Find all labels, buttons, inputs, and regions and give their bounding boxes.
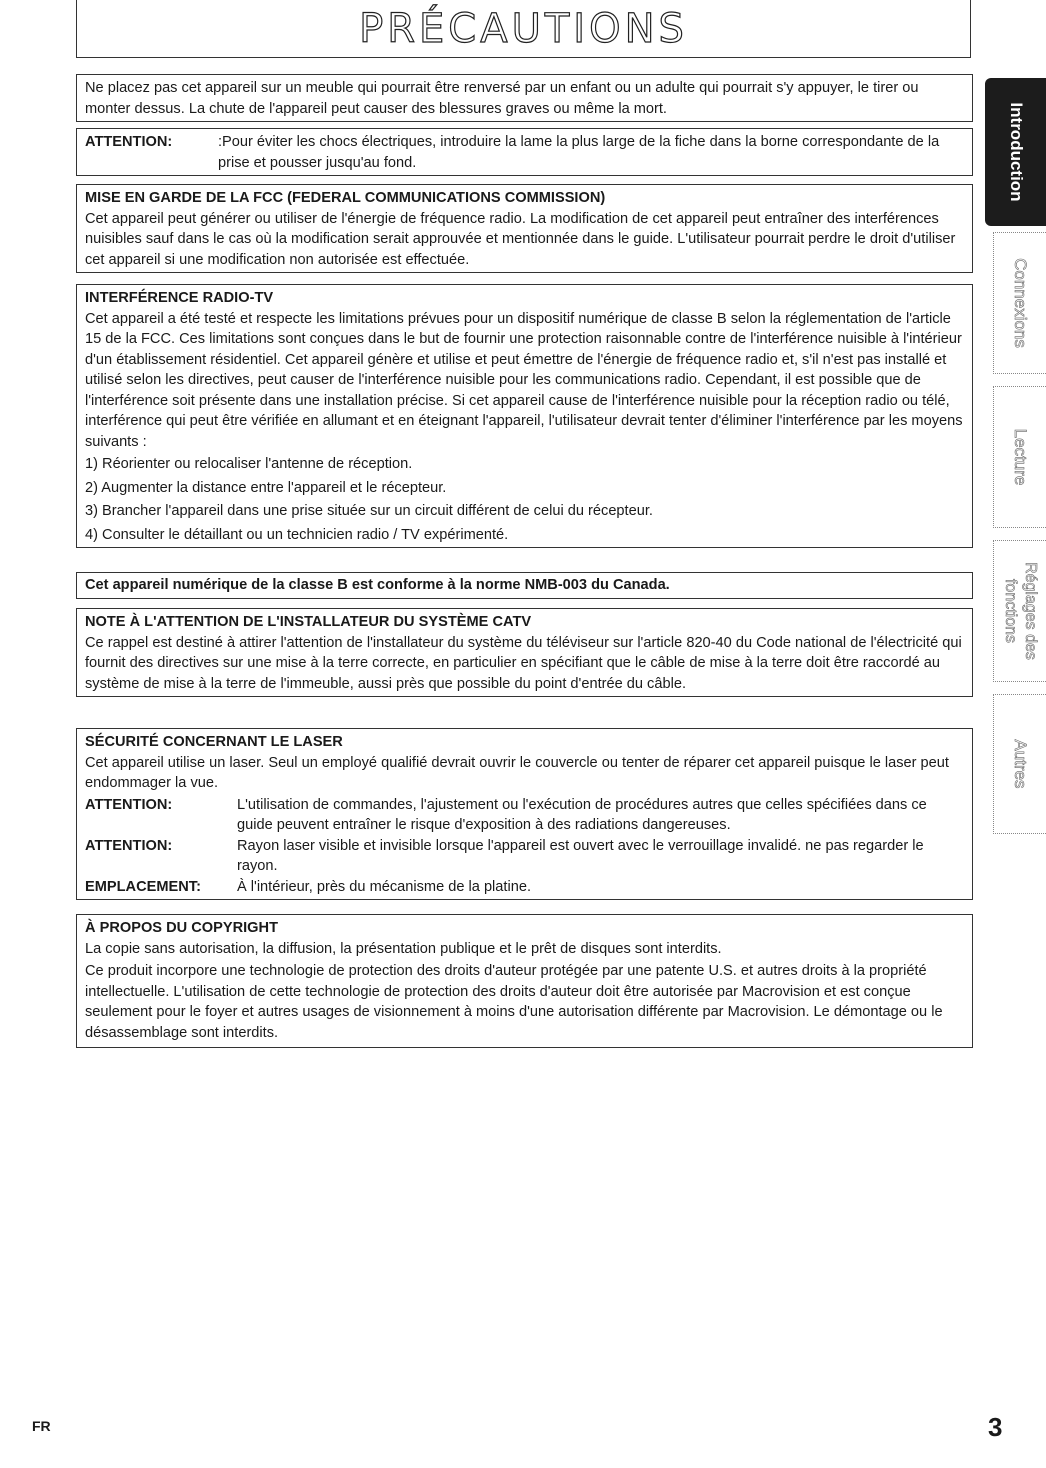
attention-label: ATTENTION: — [85, 134, 173, 150]
catv-box — [76, 608, 973, 697]
laser-row-label: ATTENTION: — [85, 796, 173, 813]
canada-box — [76, 572, 973, 599]
list-item: 1) Réorienter ou relocaliser l'antenne de réception. — [85, 456, 413, 472]
tab-introduction[interactable] — [985, 78, 1046, 226]
canada-text: Cet appareil numérique de la classe B est conforme à la norme NMB-003 du Canada. — [85, 577, 670, 593]
radio-tv-list — [85, 454, 964, 545]
tab-autres-label: Autres — [1011, 739, 1030, 789]
laser-row — [85, 836, 964, 877]
tab-reglages[interactable] — [993, 540, 1046, 682]
list-item: 3) Brancher l'appareil dans une prise située sur un circuit différent de celui du récepteur. — [85, 503, 653, 519]
page-number: 3 — [988, 1412, 1003, 1442]
tab-connexions[interactable] — [993, 232, 1046, 374]
page-title: PRÉCAUTIONS — [359, 5, 688, 52]
attention-plug-box — [76, 128, 973, 176]
list-item: 2) Augmenter la distance entre l'appareil et le récepteur. — [85, 479, 447, 496]
laser-row — [85, 877, 964, 898]
tab-lecture[interactable] — [993, 386, 1046, 528]
laser-heading: SÉCURITÉ CONCERNANT LE LASER — [85, 734, 343, 750]
laser-box — [76, 728, 973, 900]
tab-reglages-line1: Réglages des — [1022, 562, 1039, 660]
fcc-text: Cet appareil peut générer ou utiliser de l'énergie de fréquence radio. La modification de cet appareil peut entraîner des interférences nuisibles sauf dans le cas où la modification serait approuvée et mentionnée dans le guide. L'utilisateur pourrait perdre le droit d'utiliser cet appareil si une modification non autorisée est effectuée. — [85, 210, 956, 268]
copyright-p2: Ce produit incorpore une technologie de protection des droits d'auteur protégée par une patente U.S. et autres droits à la propriété intellectuelle. L'utilisation de cette technologie de protection des droits d'auteur doit être autorisée par Macrovision et est conçue seulement pour le foyer et autres usages de visionnement à moins d'une autorisation différente par Macrovision. Le démontage ou le désassemblage sont interdits. — [85, 963, 943, 1041]
tab-reglages-line2: fonctions — [1002, 578, 1019, 644]
copyright-p1: La copie sans autorisation, la diffusion, la présentation publique et le prêt de disques sont interdits. — [85, 940, 722, 957]
catv-heading: NOTE À L'ATTENTION DE L'INSTALLATEUR DU SYSTÈME CATV — [85, 614, 532, 630]
fcc-heading: MISE EN GARDE DE LA FCC (FEDERAL COMMUNICATIONS COMMISSION) — [85, 190, 606, 206]
radio-tv-box — [76, 284, 973, 548]
catv-text: Ce rappel est destiné à attirer l'attention de l'installateur du système du téléviseur sur l'article 820-40 du Code national de l'électricité qui fournit des directives sur une mise à la terre correcte, en particulier en spécifiant que le câble de mise à la terre doit être raccordé au système de mise à la terre de l'immeuble, aussi près que possible du point d'entrée du câble. — [85, 634, 962, 692]
list-item: 4) Consulter le détaillant ou un technicien radio / TV expérimenté. — [85, 526, 509, 543]
furniture-warning-text: Ne placez pas cet appareil sur un meuble qui pourrait être renversé par un enfant ou un adulte qui pourrait s'y appuyer, le tirer ou monter dessus. La chute de l'appareil peut causer des blessures graves ou même la mort. — [85, 80, 919, 117]
fcc-box — [76, 184, 973, 273]
tab-autres[interactable] — [993, 694, 1046, 834]
laser-row-label: ATTENTION: — [85, 837, 173, 854]
tab-connexions-label: Connexions — [1011, 258, 1030, 348]
laser-row-text: Rayon laser visible et invisible lorsque l'appareil est ouvert avec le verrouillage invalidé. ne pas regarder le rayon. — [237, 837, 924, 874]
laser-row-label: EMPLACEMENT: — [85, 878, 201, 895]
laser-text: Cet appareil utilise un laser. Seul un employé qualifié devrait ouvrir le couvercle ou tenter de réparer cet appareil puisque le laser peut endommager la vue. — [85, 754, 949, 791]
language-code: FR — [32, 1418, 51, 1434]
laser-row-text: À l'intérieur, près du mécanisme de la platine. — [237, 878, 532, 895]
laser-row — [85, 795, 964, 836]
tab-lecture-label: Lecture — [1011, 428, 1030, 486]
tab-introduction-label: Introduction — [1006, 102, 1026, 202]
copyright-box — [76, 914, 973, 1048]
copyright-heading: À PROPOS DU COPYRIGHT — [85, 920, 278, 936]
radio-tv-heading: INTERFÉRENCE RADIO-TV — [85, 290, 274, 306]
laser-row-text: L'utilisation de commandes, l'ajustement ou l'exécution de procédures autres que celles spécifiées dans ce guide peuvent entraîner le risque d'exposition à des radiations dangereuses. — [237, 796, 927, 833]
attention-plug-text: :Pour éviter les chocs électriques, introduire la lame la plus large de la fiche dans la borne correspondante de la prise et pousser jusqu'au fond. — [218, 134, 940, 171]
radio-tv-text: Cet appareil a été testé et respecte les limitations prévues pour un dispositif numérique de classe B selon la réglementation de l'article 15 de la FCC. Ces limitations sont conçues dans le but de fournir une protection raisonnable contre de l'interférence nuisible à l'intérieur d'un établissement résidentiel. Cet appareil génère et utilise et peut émettre de l'énergie de fréquence radio et, s'il n'est pas installé et utilisé selon les directives, peut causer de l'interférence nuisible pour les communications radio. Cependant, il est possible que de l'interférence soit présente dans une installation précise. Si cet appareil cause de l'interférence nuisible pour la réception radio ou télé, interférence qui peut être vérifiée en allumant et en éteignant l'appareil, l'utilisateur devrait tenter d'éliminer l'interférence par les moyens suivants : — [85, 310, 963, 450]
furniture-warning-box — [76, 74, 973, 122]
title-box — [76, 0, 971, 58]
tab-reglages-label — [1000, 562, 1040, 660]
